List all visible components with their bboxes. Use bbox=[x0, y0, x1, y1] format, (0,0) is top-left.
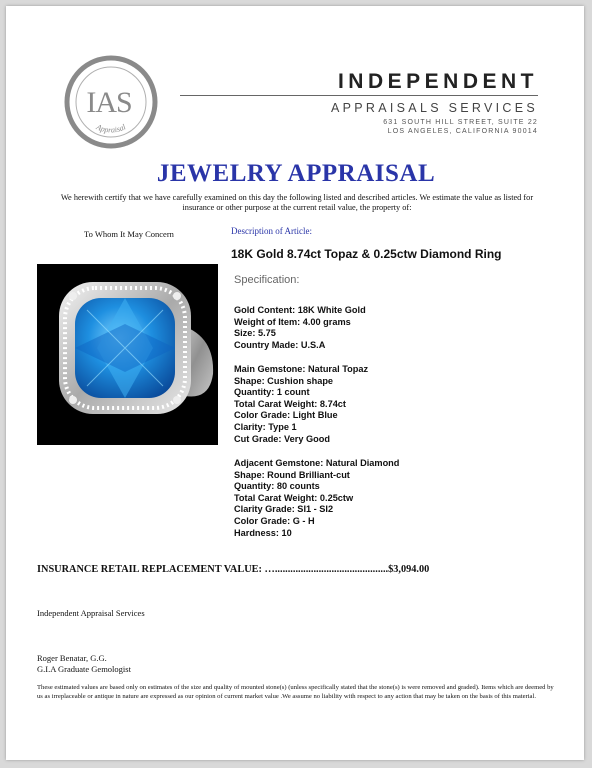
spec-line: Adjacent Gemstone: Natural Diamond bbox=[234, 458, 400, 468]
value-leader: …............................................ bbox=[264, 564, 389, 575]
main-gemstone-specs bbox=[234, 364, 368, 445]
spec-line: Quantity: 80 counts bbox=[234, 481, 320, 492]
svg-text:Appraisal bbox=[94, 122, 128, 135]
spec-line: Gold Content: 18K White Gold bbox=[234, 305, 366, 315]
certification-text: We herewith certify that we have carefully examined on this day the following listed and described articles. We estimate the value as listed for insurance or other purpose at the current retail value, the property of: bbox=[60, 193, 534, 212]
recipient: To Whom It May Concern bbox=[84, 229, 174, 239]
logo-arc-text: Appraisal bbox=[94, 122, 128, 135]
description-label: Description of Article: bbox=[231, 226, 312, 236]
spec-line: Hardness: 10 bbox=[234, 527, 292, 538]
replacement-value bbox=[37, 564, 429, 575]
ias-logo bbox=[63, 54, 159, 150]
disclaimer: These estimated values are based only on estimates of the size and quality of mounted stone(s) (unless specifically stated that the stone(s) is were removed and graded). Items which are deemed by us as irreplaceable or antique in nature are expressed as our opinion of current market value .We assume no liability with respect to any action that may be taken on the basis of this material. bbox=[37, 684, 554, 700]
spec-line: Weight of Item: 4.00 grams bbox=[234, 316, 351, 327]
document-title: JEWELRY APPRAISAL bbox=[156, 160, 436, 187]
brand-subtitle: APPRAISALS SERVICES bbox=[331, 101, 538, 115]
item-title: 18K Gold 8.74ct Topaz & 0.25ctw Diamond Ring bbox=[231, 247, 502, 261]
spec-line: Main Gemstone: Natural Topaz bbox=[234, 364, 369, 374]
spec-line: Country Made: U.S.A bbox=[234, 339, 326, 350]
logo-monogram: IAS bbox=[86, 86, 132, 119]
company-name: Independent Appraisal Services bbox=[37, 608, 145, 618]
appraiser-title: G.I.A Graduate Gemologist bbox=[37, 664, 131, 674]
specification-label: Specification: bbox=[234, 274, 300, 286]
spec-line: Cut Grade: Very Good bbox=[234, 433, 330, 444]
value-amount: $3,094.00 bbox=[388, 564, 430, 575]
gold-specs bbox=[234, 305, 366, 351]
address-line-2: LOS ANGELES, CALIFORNIA 90014 bbox=[387, 128, 538, 135]
appraiser-name: Roger Benatar, G.G. bbox=[37, 653, 107, 663]
spec-line: Total Carat Weight: 0.25ctw bbox=[234, 492, 354, 503]
spec-line: Color Grade: G - H bbox=[234, 515, 315, 526]
spec-line: Quantity: 1 count bbox=[234, 387, 310, 398]
address-line-1: 631 SOUTH HILL STREET, SUITE 22 bbox=[383, 119, 538, 126]
spec-line: Total Carat Weight: 8.74ct bbox=[234, 398, 346, 409]
spec-line: Shape: Cushion shape bbox=[234, 375, 334, 386]
spec-line: Color Grade: Light Blue bbox=[234, 410, 338, 421]
spec-line: Shape: Round Brilliant-cut bbox=[234, 469, 350, 480]
spec-line: Clarity Grade: SI1 - SI2 bbox=[234, 504, 334, 515]
value-label: INSURANCE RETAIL REPLACEMENT VALUE: bbox=[37, 564, 262, 575]
spec-line: Clarity: Type 1 bbox=[234, 421, 297, 432]
spec-line: Size: 5.75 bbox=[234, 328, 276, 339]
brand-divider bbox=[180, 95, 538, 96]
brand-name: INDEPENDENT bbox=[337, 70, 538, 93]
adjacent-gemstone-specs bbox=[234, 458, 399, 539]
ring-photo bbox=[37, 264, 218, 445]
